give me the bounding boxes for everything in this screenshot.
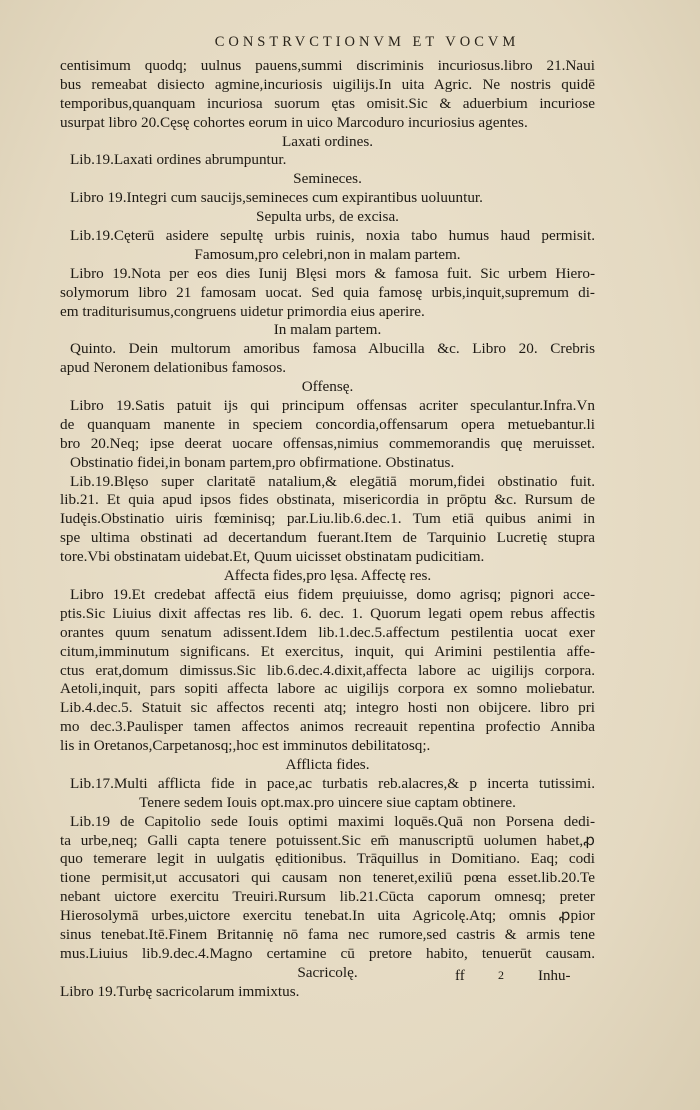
text-line: lis in Oretanos,Carpetanosq;,hoc est imminutos debilitatosq;. <box>60 737 431 755</box>
text-line: spe ultima obstinati ad decertandum fuerant.Item de Tarquinio Lucretię stupra <box>60 529 595 547</box>
text-line: Quinto. Dein multorum amoribus famosa Albucilla &c. Libro 20. Crebris <box>70 340 595 358</box>
text-line: Aetoli,inquit, pars sopiti affecta labore ac uigilijs corpora ex somno moliebatur. <box>60 680 595 698</box>
text-line: solymorum libro 21 famosam uocat. Sed quia famosę urbis,inquit,supremum di- <box>60 283 595 301</box>
text-line: Hierosolymā urbes,uictore exercitu tenebat.In uita Agricolę.Atq; omnis ꝓpior <box>60 907 595 925</box>
text-line: Iudęis.Obstinatio uiris fœminisq; par.Liu.lib.6.dec.1. Tum etiā quibus animi in <box>60 510 595 528</box>
text-line: Libro 19.Nota per eos dies Iunij Blęsi mors & famosa fuit. Sic urbem Hiero- <box>70 264 595 282</box>
text-block <box>60 57 595 1002</box>
text-line: Lib.4.dec.5. Statuit sic affectos recenti atq; integro hosti non obijcere. libro pri <box>60 699 595 717</box>
catchword: Inhu- <box>538 968 571 984</box>
page-footer <box>60 968 595 988</box>
section-heading: Semineces. <box>293 170 362 188</box>
text-line: ta urbe,neq; Galli capta tenere potuissent.Sic em̄ manuscriptū uolumen habet,ꝓ <box>60 831 595 849</box>
text-line: Libro 19.Satis patuit ijs qui principum offensas acriter speculantur.Infra.Vn <box>70 397 595 415</box>
text-line: mus.Liuius lib.9.dec.4.Magno certamine cū pretore habito, tenuerūt causam. <box>60 944 595 962</box>
text-line: Lib.19 de Capitolio sede Iouis optimi maximi loquēs.Quā non Porsena dedi- <box>70 812 595 830</box>
section-heading: Sepulta urbs, de excisa. <box>256 208 399 226</box>
text-line: tore.Vbi obstinatam uidebat.Et, Quum uicisset obstinatam pudicitiam. <box>60 548 485 566</box>
text-line: Libro 19.Et credebat affectā eius fidem pręuiuisse, domo agrisq; pignori acce- <box>70 585 595 603</box>
text-line: Lib.19.Laxati ordines abrumpuntur. <box>70 151 287 169</box>
text-line: mo dec.3.Paulisper tamen affectos animos recreauit repentina profectio Anniba <box>60 718 595 736</box>
text-line: Lib.19.Blęso super claritatē natalium,& elegātiā morum,fidei obstinatio fuit. <box>70 472 595 490</box>
text-line: temporibus,quanquam incuriosa suorum ętas omisit.Sic & aduerbium incuriose <box>60 94 595 112</box>
section-heading: Obstinatio fidei,in bonam partem,pro obfirmatione. Obstinatus. <box>70 453 455 471</box>
text-line: quo temerare legit in uulgatis ęditionibus. Trāquillus in Domitiano. Eaq; codi <box>60 850 595 868</box>
text-line: ptis.Sic Liuius dixit affectas res lib. 6. dec. 1. Quorum legati opem rebus affectis <box>60 604 595 622</box>
text-line: de quanquam manente in speciem concordia,offensarum opera metuebantur.li <box>60 415 595 433</box>
text-line: Libro 19.Integri cum saucijs,semineces cum expirantibus uoluuntur. <box>70 189 483 207</box>
text-line: lib.21. Et quia apud ipsos fides obstinata, misericordia in prōptu &c. Rursum de <box>60 491 595 509</box>
text-line: Lib.19.Cęterū asidere sepultę urbis ruinis, noxia tabo humus haud permisit. <box>70 227 595 245</box>
section-heading: Affecta fides,pro lęsa. Affectę res. <box>223 567 432 585</box>
section-heading: Offensę. <box>301 378 354 396</box>
signature-mark: ff <box>455 968 465 984</box>
text-line: orantes quum senatum adissent.Idem lib.1.dec.5.affectum pestilentia uocat exer <box>60 623 595 641</box>
text-line: citum,imminutum significans. Et exercitus, inquit, qui Arimini pestilentia affe- <box>60 642 595 660</box>
signature-number: 2 <box>498 968 504 982</box>
section-heading: In malam partem. <box>273 321 382 339</box>
text-line: apud Neronem delationibus famosos. <box>60 359 287 377</box>
text-line: tione permisit,ut accusatori qui causam non teneret,exiliū pœna esset.lib.20.Te <box>60 869 595 887</box>
text-line: sinus tenebat.Itē.Finem Britannię nō fama nec rumore,sed castris & armis tene <box>60 925 595 943</box>
section-heading: Famosum,pro celebri,non in malam partem. <box>194 245 461 263</box>
section-heading: Laxati ordines. <box>281 132 374 150</box>
text-line: Lib.17.Multi afflicta fide in pace,ac turbatis reb.alacres,& p incerta tutissimi. <box>70 774 595 792</box>
section-heading: Sacricolę. <box>297 963 358 981</box>
text-line: nebant uictore exercitu Treuiri.Rursum lib.21.Cūcta caporum omnesq; preter <box>60 888 595 906</box>
text-line: centisimum quodq; uulnus pauens,summi discriminis incuriosus.libro 21.Naui <box>60 57 595 74</box>
text-line: usurpat libro 20.Cęsę cohortes eorum in uico Marcoduro incuriosius agentes. <box>60 113 528 131</box>
text-line: em traditurisumus,congruens uidetur primordia eius aperire. <box>60 302 425 320</box>
text-line: bus remeabat disiecto agmine,incuriosis uigilijs.In uita Agric. Ne nostris quidē <box>60 75 595 93</box>
section-heading: Tenere sedem Iouis opt.max.pro uincere siue captam obtinere. <box>139 793 516 811</box>
text-line: ctus erat,domum dimissus.Sic lib.6.dec.4.dixit,affecta labore ac uigilijs corpora. <box>60 661 595 679</box>
text-line: Libro 19.Turbę sacricolarum immixtus. <box>60 982 300 1000</box>
running-title: CONSTRVCTIONVM ET VOCVM <box>214 34 520 50</box>
section-heading: Afflicta fides. <box>285 755 370 773</box>
text-line: bro 20.Neq; ipse deerat uocare offensas,nimius commemorandis quę meruisset. <box>60 434 595 452</box>
